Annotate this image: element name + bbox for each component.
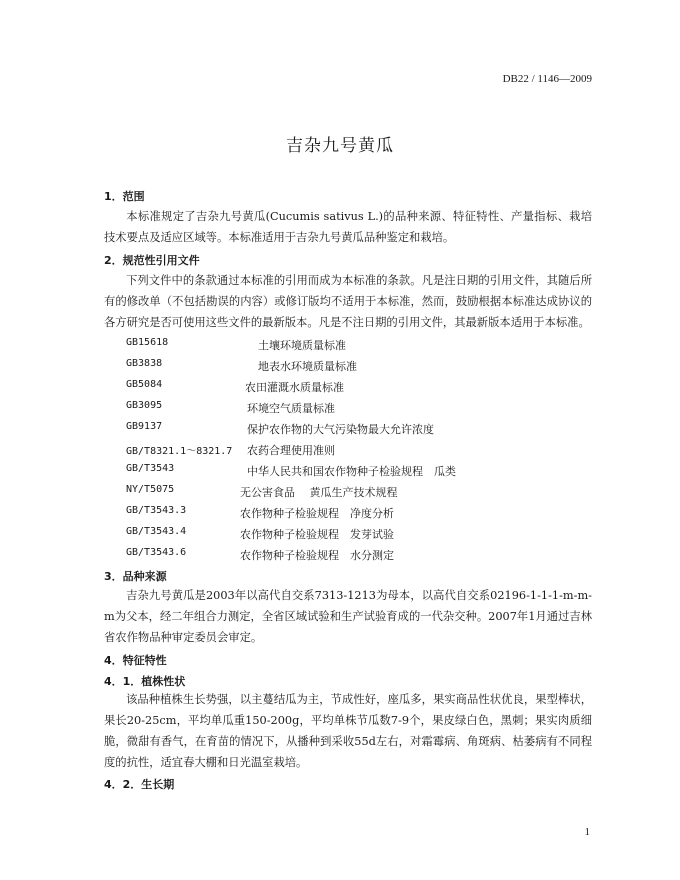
reference-name: 农作物种子检验规程 水分测定 bbox=[240, 549, 394, 562]
section-4-heading: 4．特征特性 bbox=[104, 654, 167, 667]
reference-name: 农作物种子检验规程 净度分析 bbox=[240, 507, 394, 520]
reference-code: GB/T3543.4 bbox=[126, 526, 187, 537]
reference-name: 环境空气质量标准 bbox=[247, 402, 335, 415]
section-4-1-paragraph: 该品种植株生长势强，以主蔓结瓜为主，节成性好，座瓜多，果实商品性状优良，果型棒状，果长20-25cm，平均单瓜重150-200g，平均单株节瓜数7-9个，果皮绿白色，黑刺；果实肉质细脆，微甜有香气，在育苗的情况下，从播种到采收55d左右，对霜霉病、角斑病、枯萎病有不同程度的抗性，适宜春大棚和日光温室栽培。 bbox=[104, 693, 592, 769]
reference-code: GB9137 bbox=[126, 421, 163, 432]
reference-code: GB3095 bbox=[126, 400, 163, 411]
reference-code: GB/T3543.3 bbox=[126, 505, 187, 516]
reference-name: 中华人民共和国农作物种子检验规程 瓜类 bbox=[247, 465, 456, 478]
reference-name: 土壤环境质量标准 bbox=[258, 339, 346, 352]
section-2-heading: 2．规范性引用文件 bbox=[104, 254, 200, 267]
reference-code: GB5084 bbox=[126, 379, 163, 390]
reference-name: 地表水环境质量标准 bbox=[258, 360, 357, 373]
section-4-1-heading: 4．1．植株性状 bbox=[104, 675, 186, 688]
section-3-heading: 3．品种来源 bbox=[104, 570, 167, 583]
reference-name: 农田灌溉水质量标准 bbox=[245, 381, 344, 394]
document-code: DB22 / 1146—2009 bbox=[502, 73, 592, 85]
section-1-paragraph: 本标准规定了吉杂九号黄瓜(Cucumis sativus L.)的品种来源、特征特性、产量指标、栽培技术要点及适应区域等。本标准适用于吉杂九号黄瓜品种鉴定和栽培。 bbox=[104, 210, 592, 244]
reference-code: GB/T3543.6 bbox=[126, 547, 187, 558]
reference-name: 保护农作物的大气污染物最大允许浓度 bbox=[247, 423, 434, 436]
section-2-paragraph: 下列文件中的条款通过本标准的引用而成为本标准的条款。凡是注日期的引用文件，其随后所有的修改单（不包括勘误的内容）或修订版均不适用于本标准，然而，鼓励根据本标准达成协议的各方研究是否可使用这些文件的最新版本。凡是不注日期的引用文件，其最新版本适用于本标准。 bbox=[104, 274, 592, 329]
page-number: 1 bbox=[584, 826, 590, 838]
reference-code: GB3838 bbox=[126, 358, 163, 369]
reference-code: GB15618 bbox=[126, 337, 169, 348]
reference-code: GB/T8321.1～8321.7 bbox=[126, 446, 233, 457]
section-4-2-heading: 4．2．生长期 bbox=[104, 778, 175, 791]
document-title: 吉杂九号黄瓜 bbox=[286, 136, 394, 156]
reference-name: 农作物种子检验规程 发芽试验 bbox=[240, 528, 394, 541]
reference-code: GB/T3543 bbox=[126, 463, 175, 474]
reference-code: NY/T5075 bbox=[126, 484, 175, 495]
section-3-paragraph: 吉杂九号黄瓜是2003年以高代自交系7313-1213为母本，以高代自交系02196-1-1-1-m-m-m为父本，经二年组合力测定，全省区域试验和生产试验育成的一代杂交种。2007年1月通过吉林省农作物品种审定委员会审定。 bbox=[104, 589, 592, 644]
reference-name: 农药合理使用准则 bbox=[247, 444, 335, 457]
section-1-heading: 1．范围 bbox=[104, 190, 145, 203]
reference-name: 无公害食品 黄瓜生产技术规程 bbox=[240, 486, 398, 499]
